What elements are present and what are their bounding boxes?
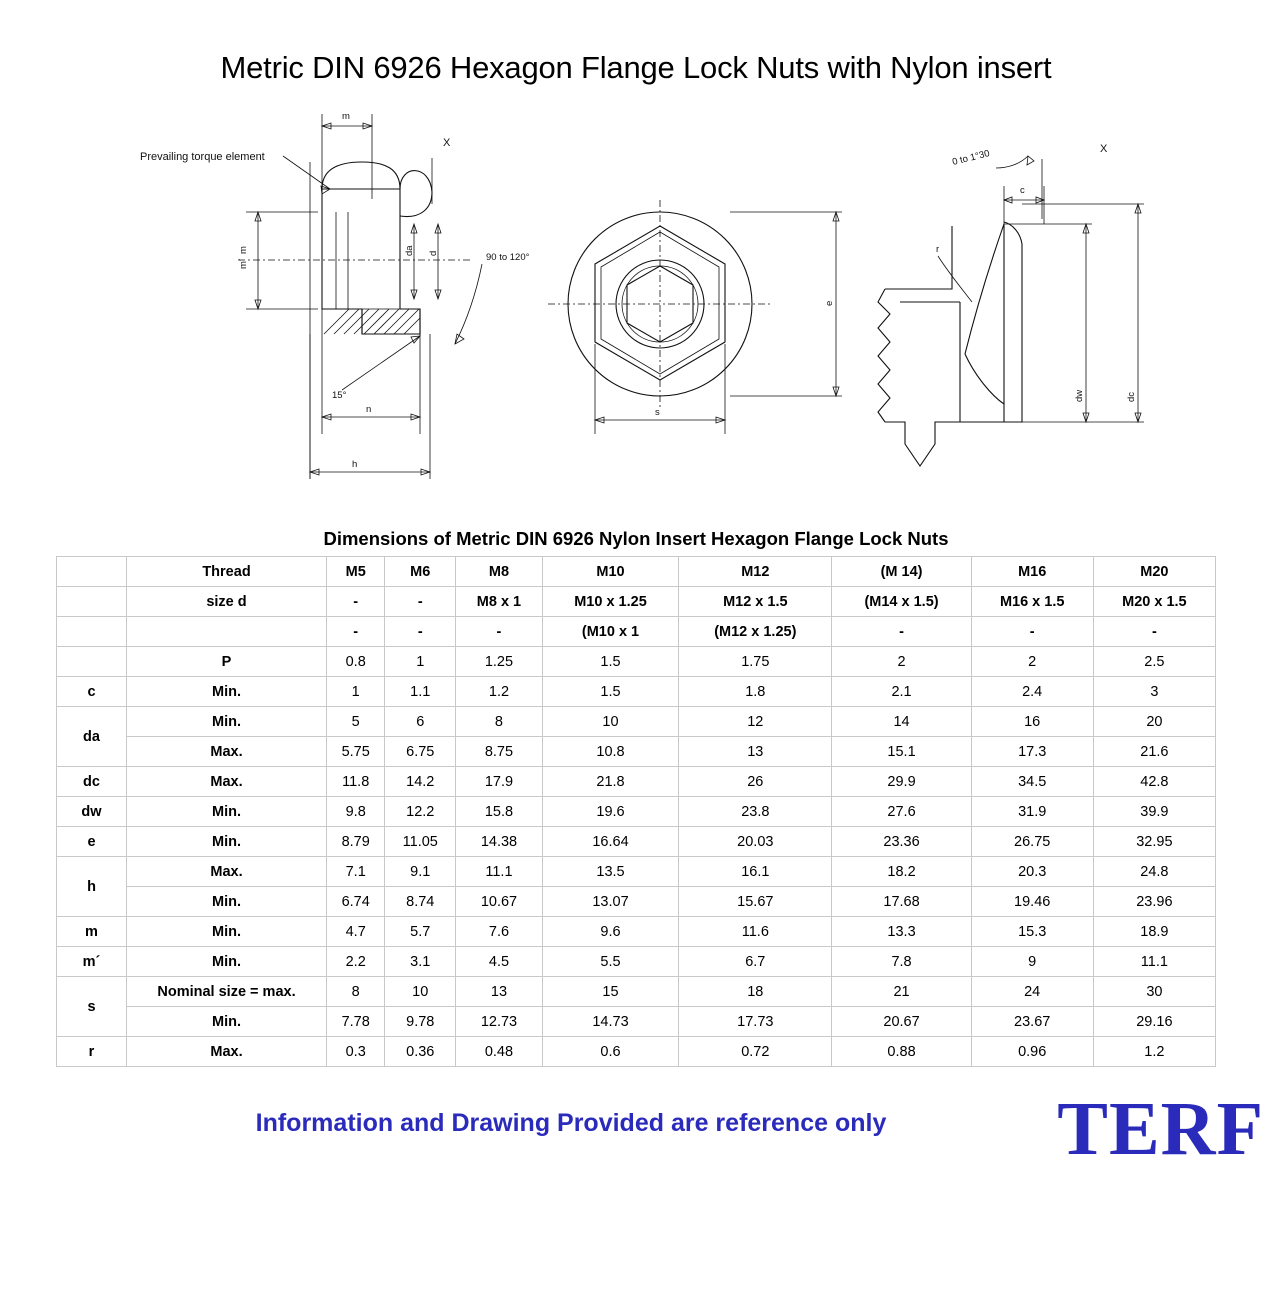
cell: 19.6	[542, 797, 678, 827]
cell: -	[385, 617, 456, 647]
cell: 21.6	[1093, 737, 1215, 767]
row-label	[57, 617, 127, 647]
cell: 17.68	[832, 887, 971, 917]
row-label: s	[57, 977, 127, 1037]
dimensions-table-wrap	[56, 556, 1216, 1067]
cell: 27.6	[832, 797, 971, 827]
table-row	[57, 797, 1216, 827]
cell: 7.78	[327, 1007, 385, 1037]
cell: 4.5	[456, 947, 543, 977]
label-angle-15: 15°	[332, 390, 347, 401]
row-sublabel: Max.	[127, 737, 327, 767]
cell: 0.88	[832, 1037, 971, 1067]
dimensions-table	[56, 556, 1216, 1067]
cell: 2.5	[1093, 647, 1215, 677]
row-label: m´	[57, 947, 127, 977]
cell: M16	[971, 557, 1093, 587]
cell: 8	[327, 977, 385, 1007]
cell: 20	[1093, 707, 1215, 737]
row-sublabel	[127, 617, 327, 647]
cell: 2	[971, 647, 1093, 677]
cell: 1.5	[542, 647, 678, 677]
cell: 13.3	[832, 917, 971, 947]
table-row	[57, 707, 1216, 737]
cell: M8 x 1	[456, 587, 543, 617]
table-row	[57, 677, 1216, 707]
cell: -	[456, 617, 543, 647]
cell: 3	[1093, 677, 1215, 707]
cell: 6.74	[327, 887, 385, 917]
row-sublabel: P	[127, 647, 327, 677]
dim-m2: m	[238, 246, 249, 254]
cell: 10.67	[456, 887, 543, 917]
cell: 5.7	[385, 917, 456, 947]
cell: -	[327, 617, 385, 647]
row-sublabel: Min.	[127, 1007, 327, 1037]
row-sublabel: Nominal size = max.	[127, 977, 327, 1007]
row-label: e	[57, 827, 127, 857]
cell: 20.67	[832, 1007, 971, 1037]
cell: 0.8	[327, 647, 385, 677]
cell: 15.3	[971, 917, 1093, 947]
cell: 34.5	[971, 767, 1093, 797]
cell: 1.2	[1093, 1037, 1215, 1067]
cell: 8.79	[327, 827, 385, 857]
cell: 1.5	[542, 677, 678, 707]
cell: 11.1	[456, 857, 543, 887]
cell: 9.8	[327, 797, 385, 827]
cell: 12.2	[385, 797, 456, 827]
cell: 11.8	[327, 767, 385, 797]
cell: (M12 x 1.25)	[679, 617, 832, 647]
dim-c: c	[1020, 185, 1025, 196]
cell: 1.8	[679, 677, 832, 707]
row-sublabel: Thread	[127, 557, 327, 587]
cell: 1.25	[456, 647, 543, 677]
table-row	[57, 1037, 1216, 1067]
cell: 42.8	[1093, 767, 1215, 797]
table-row	[57, 827, 1216, 857]
label-x-left: X	[443, 137, 451, 149]
cell: -	[832, 617, 971, 647]
table-row	[57, 557, 1216, 587]
cell: 11.6	[679, 917, 832, 947]
cell: -	[385, 587, 456, 617]
dim-r: r	[936, 244, 940, 255]
cell: 1	[327, 677, 385, 707]
cell: 8.74	[385, 887, 456, 917]
technical-drawing	[0, 104, 1272, 524]
cell: M5	[327, 557, 385, 587]
cell: 0.3	[327, 1037, 385, 1067]
footer	[0, 1087, 1272, 1197]
cell: 14	[832, 707, 971, 737]
cell: 1.2	[456, 677, 543, 707]
table-row	[57, 647, 1216, 677]
row-sublabel: Min.	[127, 827, 327, 857]
table-title: Dimensions of Metric DIN 6926 Nylon Insert Hexagon Flange Lock Nuts	[323, 528, 949, 549]
cell: 13	[456, 977, 543, 1007]
cell: 0.48	[456, 1037, 543, 1067]
row-label: m	[57, 917, 127, 947]
cell: 15.8	[456, 797, 543, 827]
cell: 17.9	[456, 767, 543, 797]
cell: 2.1	[832, 677, 971, 707]
dim-da: da	[404, 245, 415, 256]
cell: 0.36	[385, 1037, 456, 1067]
cell: 13.5	[542, 857, 678, 887]
cell: 19.46	[971, 887, 1093, 917]
cell: 17.73	[679, 1007, 832, 1037]
cell: 2.2	[327, 947, 385, 977]
cell: M8	[456, 557, 543, 587]
cell: 15	[542, 977, 678, 1007]
cell: (M 14)	[832, 557, 971, 587]
row-label	[57, 587, 127, 617]
table-row	[57, 767, 1216, 797]
dim-m-prime: m´	[238, 257, 249, 269]
label-x-right: X	[1100, 143, 1108, 155]
cell: 13.07	[542, 887, 678, 917]
cell: 5.5	[542, 947, 678, 977]
cell: 20.3	[971, 857, 1093, 887]
row-sublabel: Min.	[127, 887, 327, 917]
cell: 21	[832, 977, 971, 1007]
cell: 6	[385, 707, 456, 737]
cell: 18	[679, 977, 832, 1007]
table-row	[57, 887, 1216, 917]
cell: 8.75	[456, 737, 543, 767]
dim-s: s	[655, 407, 660, 418]
dim-dc: dc	[1126, 391, 1137, 402]
cell: 9.1	[385, 857, 456, 887]
cell: 15.1	[832, 737, 971, 767]
cell: 2	[832, 647, 971, 677]
table-row	[57, 617, 1216, 647]
cell: 11.05	[385, 827, 456, 857]
row-sublabel: Max.	[127, 857, 327, 887]
cell: 39.9	[1093, 797, 1215, 827]
cell: 10	[542, 707, 678, 737]
table-row	[57, 977, 1216, 1007]
dim-e: e	[824, 300, 835, 306]
row-label: dc	[57, 767, 127, 797]
footer-note: Information and Drawing Provided are reference only	[255, 1109, 887, 1137]
cell: M16 x 1.5	[971, 587, 1093, 617]
row-sublabel: Max.	[127, 1037, 327, 1067]
cell: 14.73	[542, 1007, 678, 1037]
cell: 10	[385, 977, 456, 1007]
cell: M20 x 1.5	[1093, 587, 1215, 617]
cell: M12	[679, 557, 832, 587]
cell: M10	[542, 557, 678, 587]
cell: 4.7	[327, 917, 385, 947]
cell: 0.72	[679, 1037, 832, 1067]
cell: 17.3	[971, 737, 1093, 767]
cell: M20	[1093, 557, 1215, 587]
cell: 18.2	[832, 857, 971, 887]
cell: 29.9	[832, 767, 971, 797]
cell: 9.78	[385, 1007, 456, 1037]
table-row	[57, 947, 1216, 977]
row-sublabel: Min.	[127, 947, 327, 977]
cell: M6	[385, 557, 456, 587]
cell: 9	[971, 947, 1093, 977]
cell: 24	[971, 977, 1093, 1007]
cell: 16	[971, 707, 1093, 737]
row-sublabel: Min.	[127, 677, 327, 707]
cell: 11.1	[1093, 947, 1215, 977]
cell: 0.96	[971, 1037, 1093, 1067]
cell: 7.8	[832, 947, 971, 977]
cell: 7.6	[456, 917, 543, 947]
row-sublabel: Min.	[127, 917, 327, 947]
page-title: Metric DIN 6926 Hexagon Flange Lock Nuts with Nylon insert	[220, 50, 1052, 85]
cell: 18.9	[1093, 917, 1215, 947]
cell: 3.1	[385, 947, 456, 977]
cell: 7.1	[327, 857, 385, 887]
row-sublabel: Max.	[127, 767, 327, 797]
dim-m: m	[342, 111, 350, 122]
cell: 6.7	[679, 947, 832, 977]
row-label	[57, 557, 127, 587]
cell: 32.95	[1093, 827, 1215, 857]
row-sublabel: size d	[127, 587, 327, 617]
label-angle-90-120: 90 to 120°	[486, 252, 530, 263]
cell: 16.1	[679, 857, 832, 887]
cell: 14.2	[385, 767, 456, 797]
cell: 6.75	[385, 737, 456, 767]
dim-d: d	[428, 250, 439, 256]
cell: 26.75	[971, 827, 1093, 857]
cell: -	[1093, 617, 1215, 647]
row-sublabel: Min.	[127, 707, 327, 737]
cell: 16.64	[542, 827, 678, 857]
brand-logo: TERF	[1057, 1087, 1264, 1171]
table-row	[57, 737, 1216, 767]
cell: 12.73	[456, 1007, 543, 1037]
cell: 5.75	[327, 737, 385, 767]
cell: 8	[456, 707, 543, 737]
table-row	[57, 1007, 1216, 1037]
row-label: h	[57, 857, 127, 917]
row-label: c	[57, 677, 127, 707]
row-label: r	[57, 1037, 127, 1067]
label-angle-0-1-30: 0 to 1°30	[951, 148, 991, 168]
cell: 0.6	[542, 1037, 678, 1067]
cell: 23.8	[679, 797, 832, 827]
cell: 2.4	[971, 677, 1093, 707]
cell: 12	[679, 707, 832, 737]
row-label: dw	[57, 797, 127, 827]
cell: 1.1	[385, 677, 456, 707]
cell: 23.36	[832, 827, 971, 857]
cell: 9.6	[542, 917, 678, 947]
cell: 24.8	[1093, 857, 1215, 887]
table-row	[57, 857, 1216, 887]
cell: 15.67	[679, 887, 832, 917]
cell: -	[971, 617, 1093, 647]
cell: M10 x 1.25	[542, 587, 678, 617]
cell: 21.8	[542, 767, 678, 797]
dim-h: h	[352, 459, 358, 470]
cell: 20.03	[679, 827, 832, 857]
cell: 14.38	[456, 827, 543, 857]
cell: 26	[679, 767, 832, 797]
dim-n: n	[366, 404, 372, 415]
cell: (M14 x 1.5)	[832, 587, 971, 617]
cell: 5	[327, 707, 385, 737]
cell: M12 x 1.5	[679, 587, 832, 617]
cell: -	[327, 587, 385, 617]
cell: 23.96	[1093, 887, 1215, 917]
cell: (M10 x 1	[542, 617, 678, 647]
cell: 1	[385, 647, 456, 677]
table-row	[57, 587, 1216, 617]
row-sublabel: Min.	[127, 797, 327, 827]
table-row	[57, 917, 1216, 947]
label-prevailing-torque: Prevailing torque element	[140, 151, 265, 163]
cell: 1.75	[679, 647, 832, 677]
cell: 10.8	[542, 737, 678, 767]
row-label: da	[57, 707, 127, 767]
cell: 31.9	[971, 797, 1093, 827]
dim-dw: dw	[1074, 389, 1085, 402]
cell: 13	[679, 737, 832, 767]
cell: 23.67	[971, 1007, 1093, 1037]
row-label	[57, 647, 127, 677]
cell: 30	[1093, 977, 1215, 1007]
cell: 29.16	[1093, 1007, 1215, 1037]
